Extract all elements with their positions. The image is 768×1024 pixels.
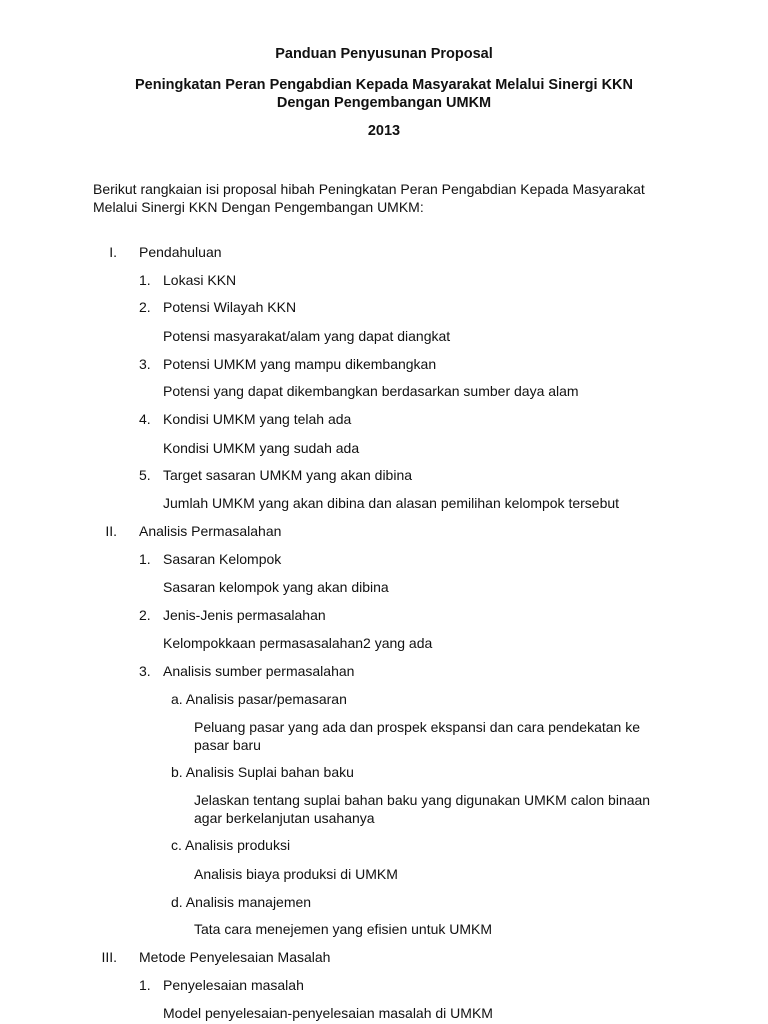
item-number: 2. (139, 607, 151, 623)
item-number: 2. (139, 299, 151, 315)
item-label: Analisis sumber permasalahan (163, 663, 355, 679)
subitem-description: Jelaskan tentang suplai bahan baku yang digunakan UMKM calon binaan (194, 792, 651, 808)
item-number: 5. (139, 467, 151, 483)
item-label: Potensi Wilayah KKN (163, 299, 297, 315)
subitem-description: agar berkelanjutan usahanya (194, 810, 375, 826)
item-label: Target sasaran UMKM yang akan dibina (163, 467, 413, 483)
item-label: Kondisi UMKM yang telah ada (163, 411, 352, 427)
item-description: Jumlah UMKM yang akan dibina dan alasan pemilihan kelompok tersebut (163, 495, 620, 511)
item-label: Sasaran Kelompok (163, 551, 282, 567)
subitem-label: d. Analisis manajemen (171, 894, 312, 910)
item-description: Sasaran kelompok yang akan dibina (163, 579, 389, 595)
item-label: Penyelesaian masalah (163, 977, 304, 993)
section-heading: Metode Penyelesaian Masalah (139, 949, 331, 965)
item-description: Kelompokkaan permasasalahan2 yang ada (163, 635, 433, 651)
document-year: 2013 (367, 123, 401, 139)
section-heading: Pendahuluan (139, 244, 222, 260)
document-subtitle-line2: Dengan Pengembangan UMKM (276, 95, 492, 111)
intro-line1: Berikut rangkaian isi proposal hibah Peningkatan Peran Pengabdian Kepada Masyarakat (93, 181, 645, 197)
item-description: Model penyelesaian-penyelesaian masalah di UMKM (163, 1005, 493, 1021)
section-numeral: II. (105, 523, 117, 539)
item-label: Lokasi KKN (163, 272, 237, 288)
section-numeral: I. (109, 244, 117, 260)
item-number: 3. (139, 663, 151, 679)
intro-line2: Melalui Sinergi KKN Dengan Pengembangan UMKM: (93, 199, 424, 215)
item-description: Potensi masyarakat/alam yang dapat diangkat (163, 328, 451, 344)
item-number: 1. (139, 551, 151, 567)
item-number: 1. (139, 272, 151, 288)
subitem-label: c. Analisis produksi (171, 837, 291, 853)
document-title: Panduan Penyusunan Proposal (275, 46, 493, 62)
subitem-description: Analisis biaya produksi di UMKM (194, 866, 398, 882)
item-number: 4. (139, 411, 151, 427)
item-number: 3. (139, 356, 151, 372)
item-description: Potensi yang dapat dikembangkan berdasarkan sumber daya alam (163, 383, 579, 399)
item-label: Potensi UMKM yang mampu dikembangkan (163, 356, 437, 372)
document-subtitle-line1: Peningkatan Peran Pengabdian Kepada Masyarakat Melalui Sinergi KKN (135, 77, 633, 93)
item-number: 1. (139, 977, 151, 993)
subitem-description: Peluang pasar yang ada dan prospek ekspansi dan cara pendekatan ke (194, 719, 640, 735)
section-heading: Analisis Permasalahan (139, 523, 282, 539)
subitem-description: Tata cara menejemen yang efisien untuk UMKM (194, 921, 493, 937)
section-numeral: III. (101, 949, 117, 965)
item-label: Jenis-Jenis permasalahan (163, 607, 326, 623)
item-description: Kondisi UMKM yang sudah ada (163, 440, 360, 456)
subitem-label: b. Analisis Suplai bahan baku (171, 764, 354, 780)
subitem-label: a. Analisis pasar/pemasaran (171, 691, 347, 707)
subitem-description: pasar baru (194, 737, 261, 753)
